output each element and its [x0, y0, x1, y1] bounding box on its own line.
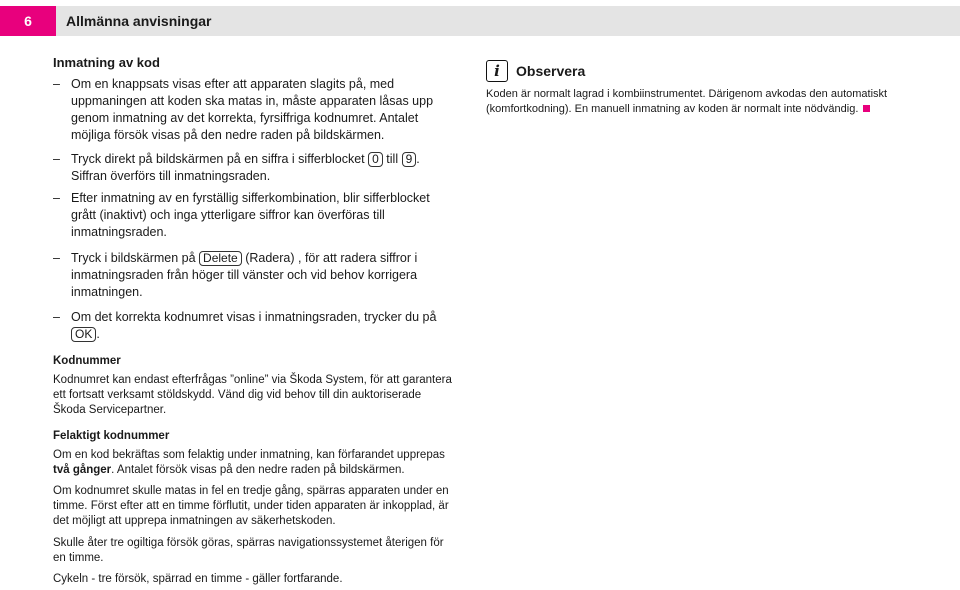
- note-body: Koden är normalt lagrad i kombiinstrumentet. Därigenom avkodas den automatiskt (komfortkodning). En manuell inmatning av koden är normalt inte nödvändig.: [486, 88, 888, 115]
- section-heading-kodnummer: Kodnummer: [53, 355, 121, 367]
- dash: –: [53, 152, 60, 166]
- text-run: Om en kod bekräftas som felaktig under inmatning, kan förfarandet upprepas: [53, 449, 445, 461]
- list-item-text: Efter inmatning av en fyrställig sifferkombination, blir sifferblocket grått (inaktivt) och inga ytterligare siffror kan överföras till inmatningsraden.: [71, 191, 430, 239]
- page-header: [0, 6, 960, 36]
- note-text: [486, 87, 906, 117]
- key-9: 9: [402, 152, 417, 167]
- list-item: [53, 190, 453, 241]
- text-run: Tryck direkt på bildskärmen på en siffra i sifferblocket: [71, 152, 369, 166]
- list-item: [53, 309, 453, 343]
- dash: –: [53, 251, 60, 265]
- text-run: till: [382, 152, 402, 166]
- text-run: .: [96, 327, 100, 341]
- paragraph: Kodnumret kan endast efterfrågas ”online” via Škoda System, för att garantera ett fortsatt verksamt stöldskydd. Vänd dig vid behov till din auktoriserade Škoda Servicepartner.: [53, 374, 452, 416]
- text-run: Om det korrekta kodnumret visas i inmatningsraden, trycker du på: [71, 310, 437, 324]
- note-title: Observera: [516, 63, 586, 79]
- list-item: [53, 250, 453, 301]
- text-run: (Radera) , för att radera siffror i inmatningsraden från höger till vänster och vid behov korrigera inmatningen.: [71, 251, 418, 299]
- section-heading: Inmatning av kod: [53, 55, 160, 70]
- paragraph: Cykeln - tre försök, spärrad en timme - gäller fortfarande.: [53, 573, 343, 585]
- paragraph: [53, 448, 453, 478]
- text-run: Tryck i bildskärmen på: [71, 251, 200, 265]
- text-run: . Siffran överförs till inmatningsraden.: [71, 152, 420, 183]
- end-square-icon: [863, 105, 870, 112]
- key-0: 0: [368, 152, 383, 167]
- key-ok: OK: [71, 327, 96, 342]
- list-item-text: Om en knappsats visas efter att apparaten slagits på, med uppmaningen att koden ska matas in, måste apparaten låsas upp genom inmatning av det korrekta, fyrsiffriga kodnumret. Antalet möjliga försök visas på den nedre raden på bildskärmen.: [71, 77, 434, 142]
- section-inmatning: [53, 55, 453, 70]
- list-item: [53, 151, 453, 185]
- chapter-title: Allmänna anvisningar: [56, 6, 960, 36]
- key-delete: Delete: [199, 251, 242, 266]
- paragraph: Skulle åter tre ogiltiga försök göras, spärras navigationssystemet återigen för en timme.: [53, 537, 444, 564]
- dash: –: [53, 191, 60, 205]
- section-heading-felaktigt: Felaktigt kodnummer: [53, 430, 170, 442]
- page-number: 6: [0, 6, 56, 36]
- paragraph: Om kodnumret skulle matas in fel en tredje gång, spärras apparaten under en timme. Först efter att en timme förflutit, under tiden apparaten är inkopplad, är det möjligt att upprepa inmatningen av säkerhetskoden.: [53, 485, 449, 527]
- dash: –: [53, 77, 60, 91]
- bold-text: två gånger: [53, 464, 112, 476]
- list-item-text: [53, 309, 453, 343]
- list-item: [53, 76, 453, 144]
- info-icon: i: [486, 60, 508, 82]
- dash: –: [53, 310, 60, 324]
- list-item-text: [53, 250, 453, 301]
- list-item-text: [53, 151, 453, 185]
- text-run: . Antalet försök visas på den nedre raden på bildskärmen.: [111, 464, 405, 476]
